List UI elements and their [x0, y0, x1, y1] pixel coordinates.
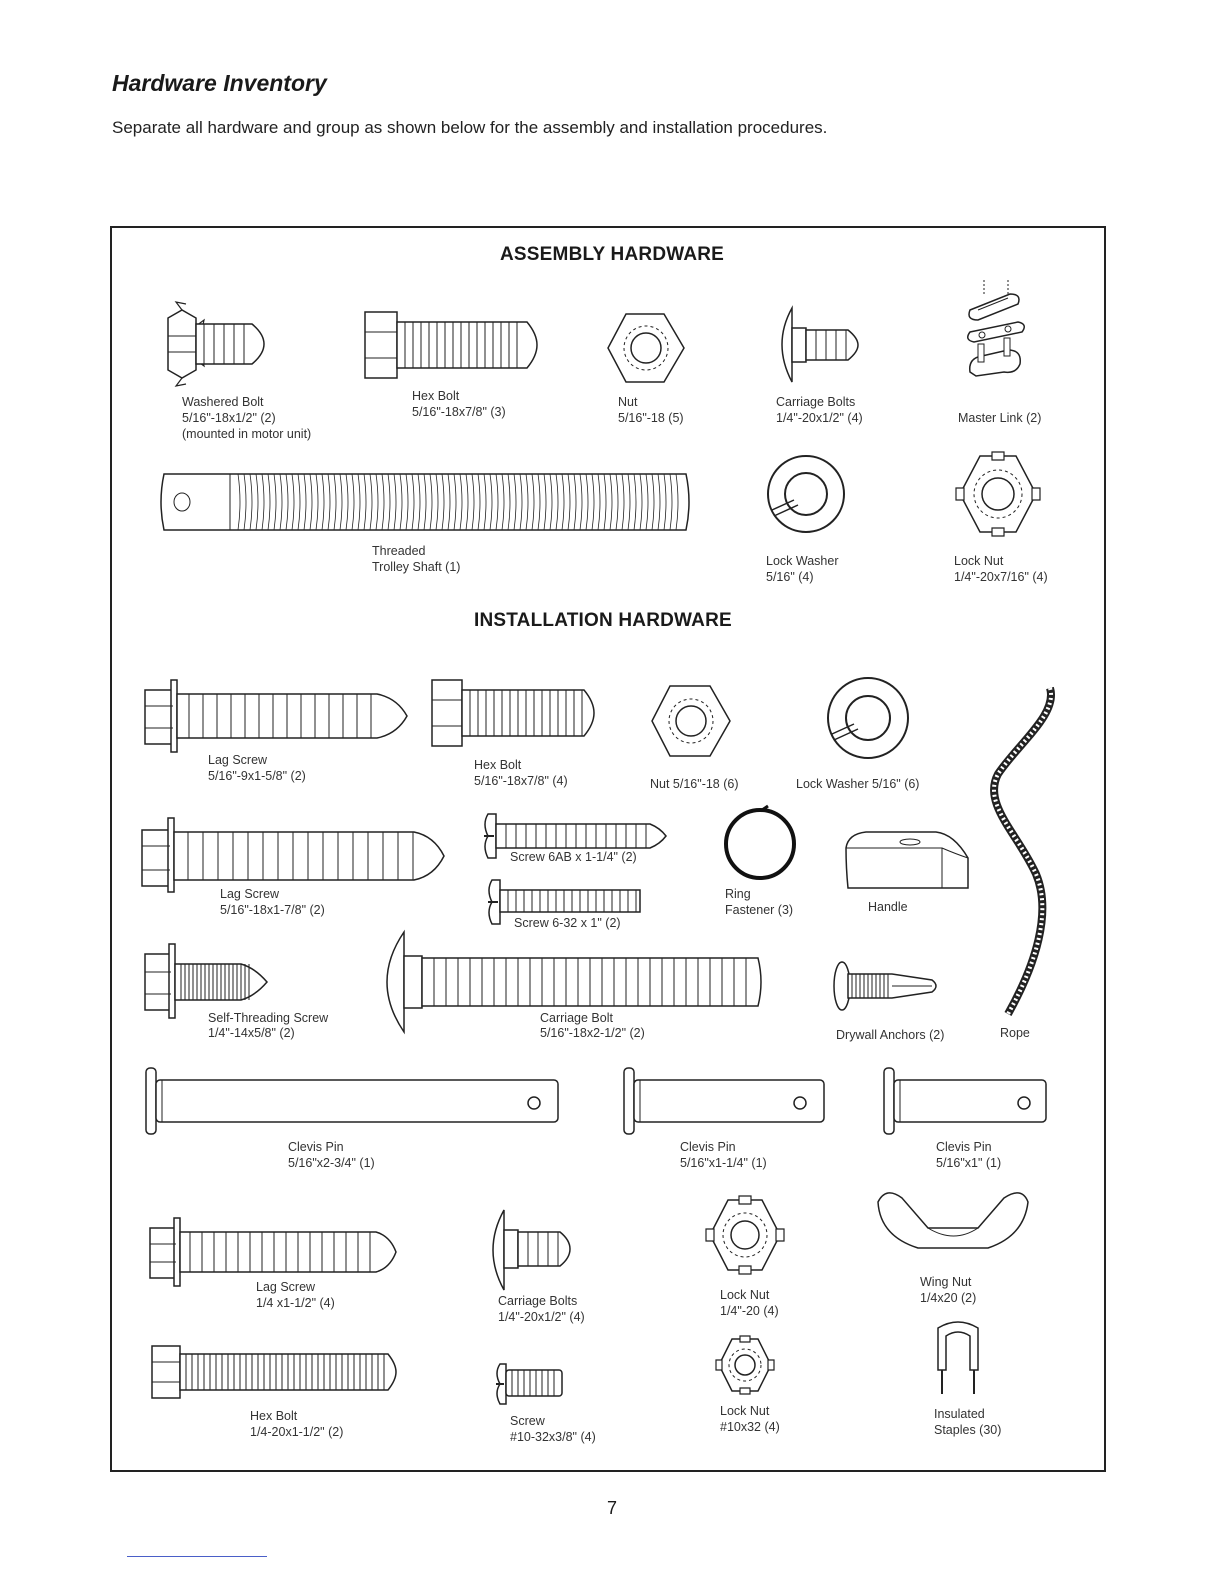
- screw-632-name: Screw 6-32 x 1" (2): [514, 916, 621, 930]
- clevis-pin-1-name: Clevis Pin: [288, 1140, 344, 1154]
- self-threading-screw-spec: 1/4"-14x5/8" (2): [208, 1026, 295, 1040]
- drywall-anchor-name: Drywall Anchors (2): [836, 1028, 945, 1042]
- ring-fastener-spec: Fastener (3): [725, 903, 794, 917]
- lock-washer-name: Lock Washer: [766, 554, 839, 568]
- carriage-bolts-spec: 1/4"-20x1/2" (4): [776, 411, 863, 425]
- clevis-pin-3-spec: 5/16"x1" (1): [936, 1156, 1002, 1170]
- hex-bolt-2-spec: 5/16"-18x7/8" (4): [474, 774, 568, 788]
- clevis-pin-2-name: Clevis Pin: [680, 1140, 736, 1154]
- clevis-pin-1-spec: 5/16"x2-3/4" (1): [288, 1156, 375, 1170]
- installation-heading: INSTALLATION HARDWARE: [474, 610, 732, 631]
- washered-bolt-note: (mounted in motor unit): [182, 427, 312, 441]
- carriage-bolt-large-spec: 5/16"-18x2-1/2" (2): [540, 1026, 645, 1040]
- lock-nut-3-name: Lock Nut: [720, 1404, 770, 1418]
- screw-small-spec: #10-32x3/8" (4): [510, 1430, 596, 1444]
- rope-name: Rope: [1000, 1026, 1030, 1040]
- lag-screw-1-name: Lag Screw: [208, 753, 268, 767]
- assembly-heading: ASSEMBLY HARDWARE: [500, 244, 725, 265]
- threaded-shaft-name: Threaded: [372, 544, 426, 558]
- nut-2-name: Nut 5/16"-18 (6): [650, 777, 739, 791]
- lock-nut-spec: 1/4"-20x7/16" (4): [954, 570, 1048, 584]
- self-threading-screw-name: Self-Threading Screw: [208, 1011, 329, 1025]
- lock-nut-name: Lock Nut: [954, 554, 1004, 568]
- lag-screw-2-name: Lag Screw: [220, 887, 280, 901]
- lock-nut-3-spec: #10x32 (4): [720, 1420, 780, 1434]
- carriage-bolts-2-name: Carriage Bolts: [498, 1294, 578, 1308]
- clevis-pin-2-spec: 5/16"x1-1/4" (1): [680, 1156, 767, 1170]
- carriage-bolts-2-spec: 1/4"-20x1/2" (4): [498, 1310, 585, 1324]
- washered-bolt-name: Washered Bolt: [182, 395, 264, 409]
- ring-fastener-name: Ring: [725, 887, 751, 901]
- insulated-staples-spec: Staples (30): [934, 1423, 1002, 1437]
- hex-bolt-3-name: Hex Bolt: [250, 1409, 298, 1423]
- lock-washer-spec: 5/16" (4): [766, 570, 814, 584]
- master-link-name: Master Link (2): [958, 411, 1042, 425]
- lag-screw-3-name: Lag Screw: [256, 1280, 316, 1294]
- nut-spec: 5/16"-18 (5): [618, 411, 684, 425]
- insulated-staples-name: Insulated: [934, 1407, 985, 1421]
- washered-bolt-spec: 5/16"-18x1/2" (2): [182, 411, 276, 425]
- hex-bolt-name: Hex Bolt: [412, 389, 460, 403]
- lock-washer-2-name: Lock Washer 5/16" (6): [796, 777, 920, 791]
- page-title: Hardware Inventory: [112, 70, 327, 96]
- wing-nut-name: Wing Nut: [920, 1275, 972, 1289]
- hex-bolt-spec: 5/16"-18x7/8" (3): [412, 405, 506, 419]
- footer-rule: [127, 1556, 267, 1557]
- screw-6ab-name: Screw 6AB x 1-1/4" (2): [510, 850, 637, 864]
- handle-name: Handle: [868, 900, 908, 914]
- screw-small-name: Screw: [510, 1414, 545, 1428]
- lock-nut-2-spec: 1/4"-20 (4): [720, 1304, 779, 1318]
- lag-screw-1-spec: 5/16"-9x1-5/8" (2): [208, 769, 306, 783]
- intro-text: Separate all hardware and group as shown below for the assembly and installation procedures.: [112, 118, 828, 137]
- lag-screw-2-spec: 5/16"-18x1-7/8" (2): [220, 903, 325, 917]
- hex-bolt-2-name: Hex Bolt: [474, 758, 522, 772]
- nut-name: Nut: [618, 395, 638, 409]
- page-number: 7: [606, 1498, 617, 1518]
- lock-nut-2-name: Lock Nut: [720, 1288, 770, 1302]
- hex-bolt-3-spec: 1/4-20x1-1/2" (2): [250, 1425, 344, 1439]
- carriage-bolts-name: Carriage Bolts: [776, 395, 856, 409]
- clevis-pin-3-name: Clevis Pin: [936, 1140, 992, 1154]
- threaded-shaft-spec: Trolley Shaft (1): [372, 560, 461, 574]
- lag-screw-3-spec: 1/4 x1-1/2" (4): [256, 1296, 335, 1310]
- wing-nut-spec: 1/4x20 (2): [920, 1291, 977, 1305]
- carriage-bolt-large-name: Carriage Bolt: [540, 1011, 613, 1025]
